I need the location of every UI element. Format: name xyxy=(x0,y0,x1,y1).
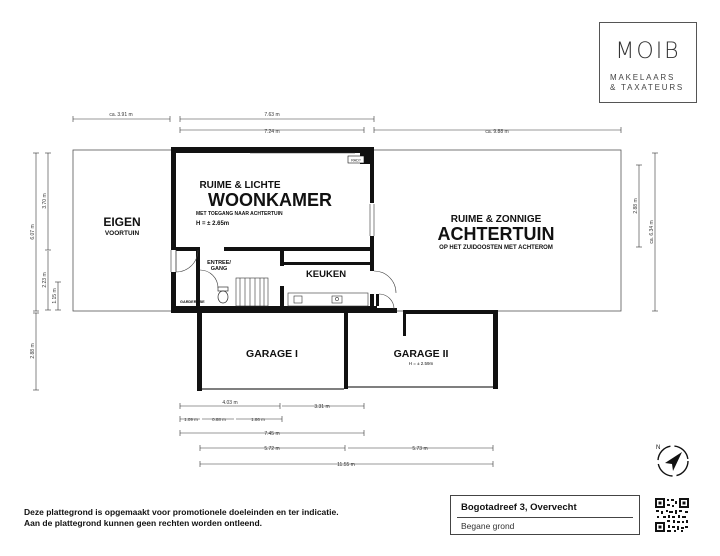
dim-top-left: ca. 3.91 m xyxy=(109,112,133,118)
divider xyxy=(457,517,633,518)
garage1-label: GARAGE I xyxy=(246,348,298,360)
dim-top-mid: 7.63 m xyxy=(264,112,280,118)
entree-label: ENTREE/ xyxy=(207,260,231,266)
disclaimer-line2: Aan de plattegrond kunnen geen rechten worden ontleend. xyxy=(24,518,263,528)
disclaimer xyxy=(24,507,424,529)
radiator-label: RAD? xyxy=(351,158,361,163)
dim-left-total: 6.07 m xyxy=(30,224,36,240)
gang-label: GANG xyxy=(210,266,228,272)
woonkamer-pre: RUIME & LICHTE xyxy=(199,180,281,191)
dimension-labels xyxy=(30,112,655,468)
dim-bottom-109: 1.09 m xyxy=(184,417,198,422)
achtertuin-title: ACHTERTUIN xyxy=(437,224,555,244)
dim-bottom-186: 1.86 m xyxy=(251,417,265,422)
qr-code-icon xyxy=(654,497,690,533)
dim-bottom-573: 5.73 m xyxy=(412,446,428,452)
compass-icon xyxy=(653,441,693,481)
dim-bottom-1155: 11.55 m xyxy=(337,462,355,468)
dimension-lines xyxy=(33,116,661,467)
achtertuin-sub: OP HET ZUIDOOSTEN MET ACHTEROM xyxy=(439,245,553,251)
logo-line2: & TAXATEURS xyxy=(610,83,685,92)
garage2-label: GARAGE II xyxy=(393,348,449,360)
dim-left-small: 1.15 m xyxy=(52,288,58,304)
kitchen-counter xyxy=(288,293,368,306)
voortuin-label: VOORTUIN xyxy=(104,230,140,237)
garage2-height: H = ± 2.59m xyxy=(408,361,434,366)
dim-bottom-745: 7.45 m xyxy=(264,431,280,437)
keuken-label: KEUKEN xyxy=(305,269,347,280)
dim-right-total: ca. 6.34 m xyxy=(649,220,655,244)
floor-name: Begane grond xyxy=(461,521,515,531)
stairs xyxy=(236,278,268,306)
svg-text:N: N xyxy=(656,445,661,451)
dim-woonkamer-width: 7.24 m xyxy=(264,129,280,135)
logo-line1: MAKELAARS xyxy=(610,73,676,82)
dim-bottom-331: 3.31 m xyxy=(314,404,330,410)
achtertuin-pre: RUIME & ZONNIGE xyxy=(450,214,542,225)
woonkamer-height: H = ± 2.65m xyxy=(196,221,230,227)
dim-left-garage: 2.88 m xyxy=(30,343,36,359)
dim-bottom-088: 0.88 m xyxy=(212,417,226,422)
dim-left-upper: 3.70 m xyxy=(42,193,48,209)
address: Bogotadreef 3, Overvecht xyxy=(461,502,577,513)
disclaimer-line1: Deze plattegrond is opgemaakt voor promotionele doeleinden en ter indicatie. xyxy=(24,507,339,517)
door-swings xyxy=(176,250,396,309)
woonkamer-sub: MET TOEGANG NAAR ACHTERTUIN xyxy=(196,211,283,217)
company-logo xyxy=(599,22,697,103)
radiator xyxy=(348,156,364,163)
eigen-label: EIGEN xyxy=(103,215,141,229)
woonkamer-title: WOONKAMER xyxy=(208,190,332,210)
dim-bottom-403: 4.03 m xyxy=(222,400,238,406)
dim-right-tuin: 2.88 m xyxy=(633,198,639,214)
dim-bottom-572: 5.72 m xyxy=(264,446,280,452)
address-box xyxy=(450,495,640,535)
dim-left-lower: 2.23 m xyxy=(42,272,48,288)
logo-main: MOIB xyxy=(615,39,681,64)
dim-tuin-width: ca. 9.88 m xyxy=(485,129,509,135)
toilet-icon xyxy=(218,287,228,303)
garderobe-label: GARDEROBE xyxy=(180,300,205,304)
